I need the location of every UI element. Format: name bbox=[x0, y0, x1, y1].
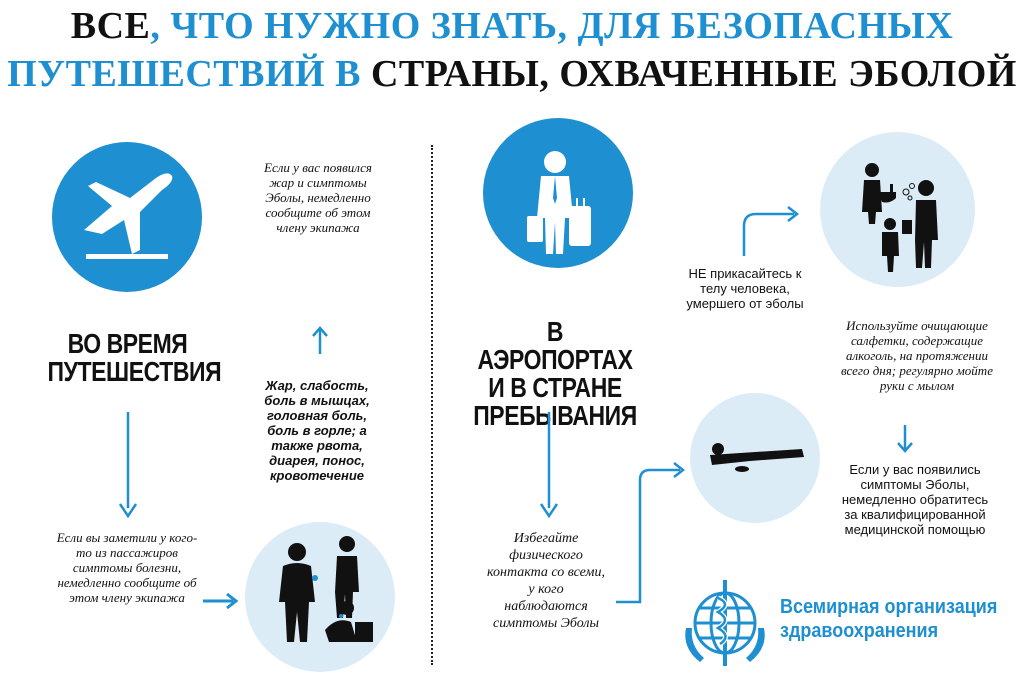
during-travel-heading bbox=[47, 328, 222, 387]
handwashing-icon bbox=[820, 132, 975, 287]
right-arrow-icon bbox=[203, 591, 243, 611]
heading-line: ПРЕБЫВАНИЯ bbox=[473, 400, 637, 431]
airplane-icon bbox=[52, 142, 202, 292]
up-arrow-icon bbox=[310, 326, 330, 356]
sick-people-icon bbox=[245, 522, 395, 672]
seek-help-note: Если у вас появились симптомы Эболы, немедленно обратитесь за квалифицированной медицинской помощью bbox=[841, 462, 989, 537]
title-countries: СТРАНЫ, ОХВАЧЕННЫЕ ЭБОЛОЙ bbox=[370, 53, 1017, 95]
down-arrow-icon bbox=[118, 412, 138, 522]
down-arrow-icon bbox=[895, 425, 915, 455]
traveler-circle bbox=[483, 118, 633, 268]
avoid-contact-note: Избегайте физического контакта со всеми, у кого наблюдаются симптомы Эболы bbox=[487, 531, 605, 631]
section-divider bbox=[431, 145, 433, 665]
elbow-arrow-icon bbox=[740, 200, 810, 260]
handwashing-circle bbox=[820, 132, 975, 287]
heading-line: И В СТРАНЕ bbox=[488, 372, 622, 403]
who-name-line: здравоохранения bbox=[780, 620, 939, 642]
traveler-icon bbox=[483, 118, 633, 268]
who-name-line: Всемирная организация bbox=[780, 596, 998, 618]
who-name bbox=[780, 595, 997, 643]
self-symptoms-note: Если у вас появился жар и симптомы Эболы, немедленно сообщите об этом члену экипажа bbox=[264, 160, 372, 235]
sanitizer-note: Используйте очищающие салфетки, содержащие алкоголь, на протяжении всего дня; регулярно мойте руки с мылом bbox=[841, 318, 993, 393]
body-circle bbox=[690, 393, 820, 523]
heading-line: ВО ВРЕМЯ bbox=[67, 328, 188, 359]
no-touch-note: НЕ прикасайтесь к телу человека, умершего от эболы bbox=[686, 266, 804, 311]
title-travels: ПУТЕШЕСТВИЙ В bbox=[7, 53, 371, 95]
who-emblem-icon bbox=[680, 578, 770, 668]
down-arrow-icon bbox=[539, 412, 559, 522]
heading-line: В АЭРОПОРТАХ bbox=[477, 316, 633, 375]
title-line-1 bbox=[0, 4, 1024, 48]
report-passenger-note: Если вы заметили у кого-то из пассажиров симптомы болезни, немедленно сообщите об этом члену экипажа bbox=[56, 530, 198, 605]
title-word-all: ВСЕ bbox=[70, 5, 151, 47]
title-line-2 bbox=[0, 52, 1024, 96]
title-rest-1: , ЧТО НУЖНО ЗНАТЬ, ДЛЯ БЕЗОПАСНЫХ bbox=[150, 5, 954, 47]
airplane-circle bbox=[52, 142, 202, 292]
symptoms-list: Жар, слабость, боль в мышцах, головная боль, боль в горле; а также рвота, диарея, понос, кровотечение bbox=[264, 378, 370, 483]
sick-people-circle bbox=[245, 522, 395, 672]
heading-line: ПУТЕШЕСТВИЯ bbox=[47, 356, 222, 387]
body-icon bbox=[690, 393, 820, 523]
